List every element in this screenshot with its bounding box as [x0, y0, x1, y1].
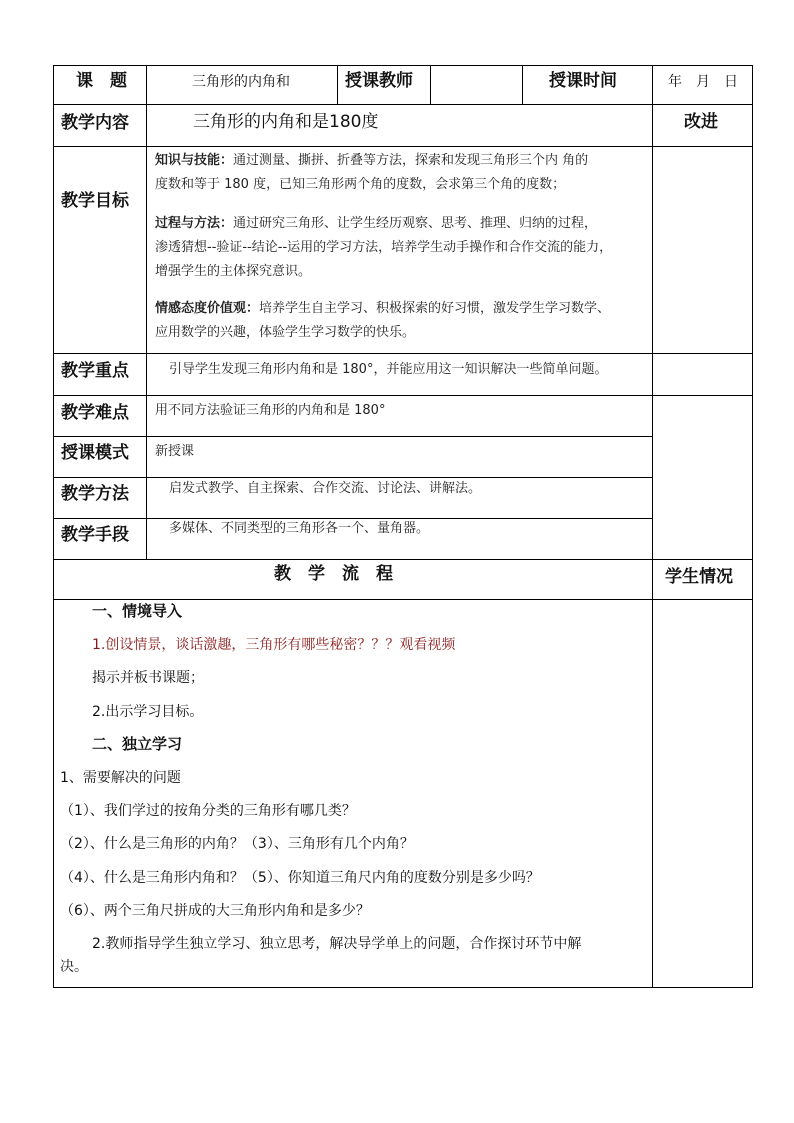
- guide-line2: 决。: [60, 959, 88, 975]
- method-value: 启发式教学、自主探索、合作交流、讨论法、讲解法。: [169, 481, 482, 496]
- difficulty-label: 教学难点: [61, 403, 129, 423]
- knowledge-line2: 度数和等于 180 度，已知三角形两个角的度数，会求第三个角的度数；: [155, 177, 566, 192]
- topic-label: 课 题: [76, 71, 127, 91]
- means-label: 教学手段: [61, 525, 129, 545]
- process-line3: 增强学生的主体探究意识。: [155, 264, 312, 279]
- content-label: 教学内容: [61, 113, 129, 133]
- means-value: 多媒体、不同类型的三角形各一个、量角器。: [169, 521, 430, 536]
- method-label: 教学方法: [61, 484, 129, 504]
- mode-value: 新授课: [155, 444, 195, 459]
- difficulty-value: 用不同方法验证三角形的内角和是 180°: [155, 403, 386, 418]
- improve-label: 改进: [684, 112, 718, 132]
- item1: 1.创设情景，谈话激趣，三角形有哪些秘密？？？观看视频: [92, 637, 456, 653]
- key-point-label: 教学重点: [61, 361, 129, 381]
- guide-line1: 2.教师指导学生独立学习、独立思考，解决导学单上的问题，合作探讨环节中解: [92, 936, 582, 952]
- key-point-value: 引导学生发现三角形内角和是 180°，并能应用这一知识解决一些简单问题。: [169, 362, 608, 377]
- emotion-line1: 情感态度价值观：培养学生自主学习、积极探索的好习惯，激发学生学习数学、: [155, 301, 611, 316]
- process-title: 过程与方法：: [155, 216, 234, 231]
- knowledge-line1: 知识与技能：通过测量、撕拼、折叠等方法，探索和发现三角形三个内 角的: [155, 153, 589, 168]
- process-header: 教 学 流 程: [274, 564, 393, 584]
- section2-title: 二、独立学习: [92, 735, 183, 753]
- emotion-title: 情感态度价值观：: [155, 301, 260, 316]
- topic-value: 三角形的内角和: [192, 74, 290, 90]
- content-value: 三角形的内角和是180度: [193, 112, 379, 132]
- emotion-line2: 应用数学的兴趣，体验学生学习数学的快乐。: [155, 325, 416, 340]
- section1-title: 一、情境导入: [92, 602, 183, 620]
- process-line2: 渗透猜想--验证--结论--运用的学习方法，培养学生动手操作和合作交流的能力，: [155, 240, 613, 255]
- mode-label: 授课模式: [61, 443, 129, 463]
- date-value: 年 月 日: [668, 74, 738, 90]
- knowledge-title: 知识与技能：: [155, 153, 234, 168]
- teacher-label: 授课教师: [345, 71, 413, 91]
- question-title: 1、需要解决的问题: [60, 770, 181, 786]
- student-header: 学生情况: [665, 567, 733, 587]
- item2: 2.出示学习目标。: [92, 704, 204, 720]
- question-2: （2）、什么是三角形的内角？（3）、三角形有几个内角？: [60, 836, 414, 852]
- question-1: （1）、我们学过的按角分类的三角形有哪几类？: [60, 803, 356, 819]
- process-line1: 过程与方法：通过研究三角形、让学生经历观察、思考、推理、归纳的过程，: [155, 216, 598, 231]
- item1b: 揭示并板书课题；: [92, 670, 204, 686]
- time-label: 授课时间: [549, 71, 617, 91]
- question-3: （4）、什么是三角形内角和？（5）、你知道三角尺内角的度数分别是多少吗？: [60, 870, 540, 886]
- objectives-label: 教学目标: [61, 191, 129, 211]
- question-4: （6）、两个三角尺拼成的大三角形内角和是多少？: [60, 903, 370, 919]
